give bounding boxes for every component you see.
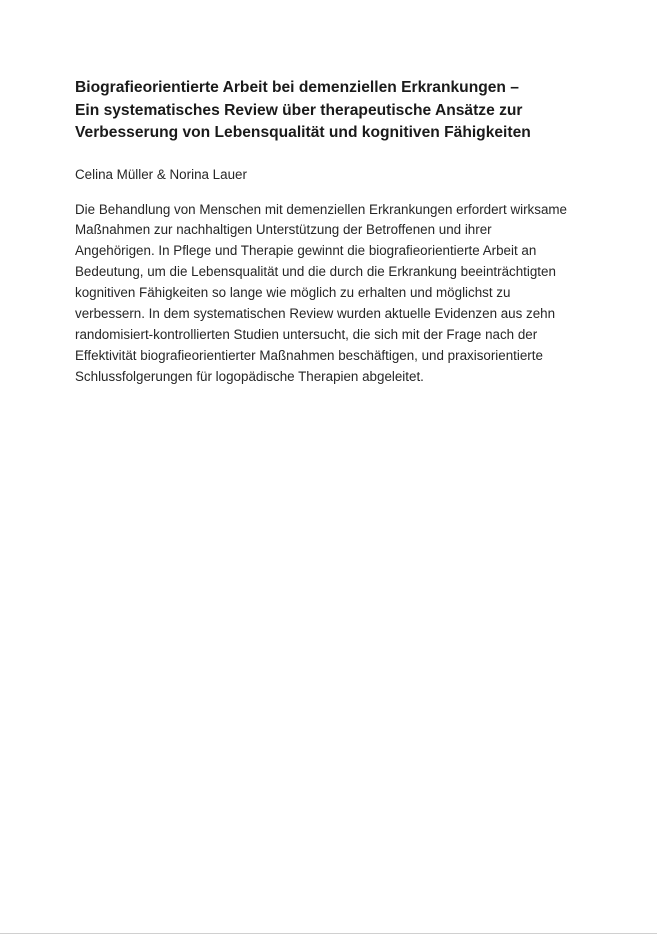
abstract-line: Die Behandlung von Menschen mit demenziellen Erkrankungen erfordert wirksame [75, 201, 567, 217]
title-line: Biografieorientierte Arbeit bei demenziellen Erkrankungen – [75, 79, 519, 96]
author-list: Celina Müller & Norina Lauer [75, 166, 247, 182]
abstract-line: Maßnahmen zur nachhaltigen Unterstützung der Betroffenen und ihrer [75, 222, 492, 238]
abstract-line: Effektivität biografieorientierter Maßnahmen beschäftigen, und praxisorientierte [75, 347, 543, 363]
title-line: Verbesserung von Lebensqualität und kognitiven Fähigkeiten [75, 124, 531, 141]
article-header [75, 77, 585, 388]
paper-title [75, 77, 585, 145]
abstract-line: randomisiert-kontrollierten Studien untersucht, die sich mit der Frage nach der [75, 326, 538, 342]
abstract-line: kognitiven Fähigkeiten so lange wie möglich zu erhalten und möglichst zu [75, 285, 511, 301]
abstract-line: Schlussfolgerungen für logopädische Therapien abgeleitet. [75, 368, 424, 384]
abstract-line: Angehörigen. In Pflege und Therapie gewinnt die biografieorientierte Arbeit an [75, 243, 537, 259]
title-line: Ein systematisches Review über therapeutische Ansätze zur [75, 101, 523, 119]
abstract-line: verbessern. In dem systematischen Review wurden aktuelle Evidenzen aus zehn [75, 306, 556, 322]
abstract [75, 200, 585, 388]
abstract-line: Bedeutung, um die Lebensqualität und die durch die Erkrankung beeinträchtigten [75, 264, 556, 280]
